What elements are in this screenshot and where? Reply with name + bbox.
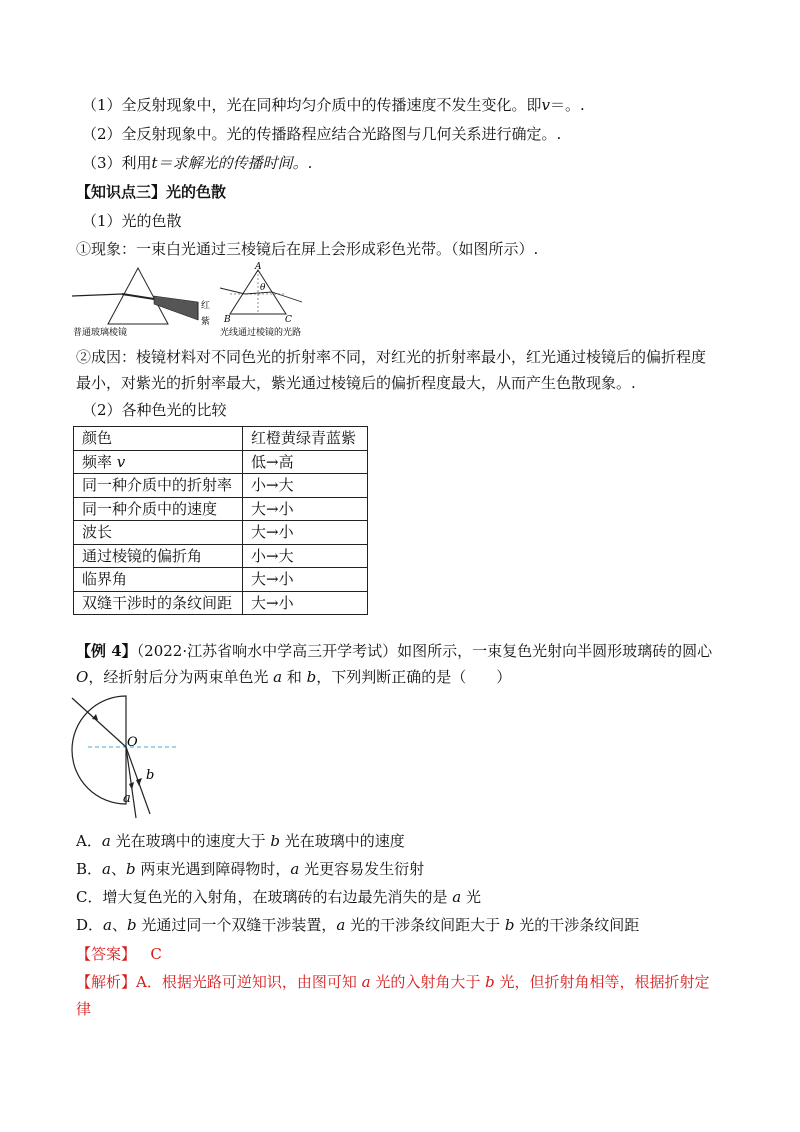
prism-figure <box>70 262 330 342</box>
example-question-line-2: O，经折射后分为两束单色光 a 和 b，下列判断正确的是（ ） <box>76 668 512 686</box>
answer-value: C <box>150 945 162 963</box>
table-cell-property: 同一种介质中的速度 <box>74 497 243 521</box>
option-a[interactable]: A．a 光在玻璃中的速度大于 b 光在玻璃中的速度 <box>76 832 405 850</box>
answer-line <box>76 943 162 965</box>
subsection-comparison: （2）各种色光的比较 <box>82 401 227 419</box>
answer-label: 【答案】 <box>76 945 137 963</box>
table-cell-property: 波长 <box>74 521 243 545</box>
table-cell-value: 大→小 <box>243 521 368 545</box>
table-row <box>74 544 368 568</box>
figure-caption-ordinary-prism: 普通玻璃棱镜 <box>73 328 128 338</box>
cause-text-line-2: 最小，对紫光的折射率最大，紫光通过棱镜后的偏折程度最大，从而产生色散现象。. <box>76 374 636 392</box>
table-row <box>74 497 368 521</box>
option-c[interactable]: C．增大复色光的入射角，在玻璃砖的右边最先消失的是 a 光 <box>76 888 481 906</box>
figure-label-b: b <box>146 768 155 783</box>
table-cell-value: 小→大 <box>243 474 368 498</box>
color-comparison-table <box>73 426 368 615</box>
prism-light-path-diagram <box>220 262 302 338</box>
table-row <box>74 521 368 545</box>
phenomenon-text: ①现象：一束白光通过三棱镜后在屏上会形成彩色光带。（如图所示）. <box>76 240 539 258</box>
figure-label-theta: θ <box>260 283 266 293</box>
analysis-line-1: 【解析】A．根据光路可逆知识，由图可知 a 光的入射角大于 b 光，但折射角相等，根据折射定 <box>76 973 710 991</box>
table-row <box>74 427 368 451</box>
table-cell-value: 小→大 <box>243 544 368 568</box>
table-body <box>74 427 368 615</box>
option-b[interactable]: B．a、b 两束光遇到障碍物时，a 光更容易发生衍射 <box>76 860 425 878</box>
figure-caption-light-path: 光线通过棱镜的光路 <box>220 328 302 338</box>
semicircle-glass-figure <box>70 694 190 824</box>
table-row <box>74 474 368 498</box>
table-row <box>74 591 368 615</box>
table-cell-value: 大→小 <box>243 591 368 615</box>
ordinary-prism-diagram <box>72 268 210 338</box>
figure-label-o: O <box>127 735 138 750</box>
table-cell-value: 红橙黄绿青蓝紫 <box>243 427 368 451</box>
table-row <box>74 450 368 474</box>
figure-label-a: a <box>123 791 131 806</box>
table-cell-value: 大→小 <box>243 568 368 592</box>
table-cell-property: 双缝干涉时的条纹间距 <box>74 591 243 615</box>
refracted-ray-a <box>126 747 136 818</box>
analysis-line-2: 律 <box>76 1000 92 1018</box>
table-cell-property: 通过棱镜的偏折角 <box>74 544 243 568</box>
incident-ray <box>72 698 126 747</box>
table-cell-property: 临界角 <box>74 568 243 592</box>
table-cell-value: 大→小 <box>243 497 368 521</box>
intro-paragraph-3: （3）利用t＝求解光的传播时间。. <box>82 154 313 172</box>
figure-label-red: 红 <box>201 301 211 311</box>
table-cell-value: 低→高 <box>243 450 368 474</box>
example-tag: 【例 4】 <box>76 642 137 660</box>
figure-label-vertex-b: B <box>224 315 231 325</box>
cause-text-line-1: ②成因：棱镜材料对不同色光的折射率不同，对红光的折射率最小，红光通过棱镜后的偏折程度 <box>76 348 707 366</box>
table-row <box>74 568 368 592</box>
table-cell-property: 同一种介质中的折射率 <box>74 474 243 498</box>
table-cell-property: 颜色 <box>74 427 243 451</box>
table-cell-property: 频率 v <box>74 450 243 474</box>
semicircle-glass-brick <box>72 696 126 804</box>
figure-label-vertex-c: C <box>285 315 292 325</box>
figure-label-vertex-a: A <box>255 262 262 272</box>
subsection-dispersion: （1）光的色散 <box>82 212 182 230</box>
option-d[interactable]: D．a、b 光通过同一个双缝干涉装置，a 光的干涉条纹间距大于 b 光的干涉条纹间距 <box>76 916 640 934</box>
example-question-line-1: 【例 4】（2022·江苏省响水中学高三开学考试）如图所示，一束复色光射向半圆形玻璃砖的圆心 <box>76 642 713 660</box>
section-heading: 【知识点三】光的色散 <box>76 183 227 201</box>
intro-paragraph-2: （2）全反射现象中。光的传播路程应结合光路图与几何关系进行确定。. <box>82 125 562 143</box>
intro-paragraph-1: （1）全反射现象中，光在同种均匀介质中的传播速度不发生变化。即v＝。. <box>82 96 585 114</box>
figure-label-purple: 紫 <box>201 317 211 327</box>
